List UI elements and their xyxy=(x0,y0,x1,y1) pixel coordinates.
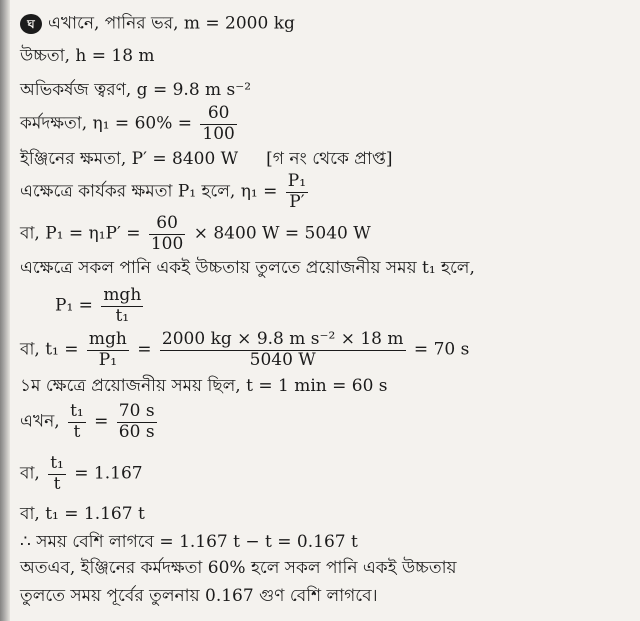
line-p1-calc: বা, P₁ = η₁P′ = $\frac{60}{100}$ × 8400 W = 5040 W xyxy=(20,213,371,254)
line-engine-power: ইঞ্জিনের ক্ষমতা, P′ = 8400 W [গ নং থেকে প্রাপ্ত] xyxy=(20,149,393,169)
line-conclusion-1: অতএব, ইঞ্জিনের কর্মদক্ষতা 60% হলে সকল পানি একই উচ্চতায় xyxy=(20,558,457,578)
line-t1-value: বা, t₁ = 1.167 t xyxy=(20,504,145,524)
fraction: $\frac{\text{t₁}}{t}$ xyxy=(50,453,64,494)
fraction: $\frac{60}{100}$ xyxy=(202,103,235,144)
line-height: উচ্চতা, h = 18 m xyxy=(20,46,155,66)
fraction: $\frac{70 s}{60 s}$ xyxy=(118,401,155,442)
line-ratio: এখন, $\frac{\text{t₁}}{t}$ = $\frac{70 s}{60 s}$ xyxy=(20,401,155,442)
line-t1-calc: বা, t₁ = $\frac{\text{mgh}}{\text{P₁}}$ = $\frac{\text{2000 kg × 9.8 m s⁻² × 18 m}}{5040 W}$ = 70 s xyxy=(20,329,470,370)
line-extra-time: ∴ সময় বেশি লাগবে = 1.167 t − t = 0.167 t xyxy=(20,532,358,552)
fraction: $\frac{\text{mgh}}{\text{P₁}}$ xyxy=(88,329,127,370)
line-first-time: ১ম ক্ষেত্রে প্রয়োজনীয় সময় ছিল, t = 1 min = 60 s xyxy=(20,376,388,396)
line-conclusion-2: তুলতে সময় পূর্বের তুলনায় 0.167 গুণ বেশি লাগবে। xyxy=(20,586,378,606)
fraction: $\frac{60}{100}$ xyxy=(150,213,184,254)
line-mass: ঘ এখানে, পানির ভর, m = 2000 kg xyxy=(20,14,295,34)
line-ratio-value: বা, $\frac{\text{t₁}}{t}$ = 1.167 xyxy=(20,453,143,494)
page-binding-edge xyxy=(0,0,10,621)
fraction: $\frac{\text{t₁}}{t}$ xyxy=(70,401,84,442)
line-p1-formula: P₁ = $\frac{\text{mgh}}{\text{t₁}}$ xyxy=(55,285,142,326)
line-gravity: অভিকর্ষজ ত্বরণ, g = 9.8 m s⁻² xyxy=(20,80,252,100)
fraction: $\frac{\text{2000 kg × 9.8 m s⁻² × 18 m}}{5040 W}$ xyxy=(161,329,404,370)
question-badge: ঘ xyxy=(20,14,42,34)
fraction: $\frac{\text{mgh}}{\text{t₁}}$ xyxy=(103,285,142,326)
line-time-intro: এক্ষেত্রে সকল পানি একই উচ্চতায় তুলতে প্রয়োজনীয় সময় t₁ হলে, xyxy=(20,258,475,278)
line-effective-power: এক্ষেত্রে কার্যকর ক্ষমতা P₁ হলে, η₁ = $\frac{\text{P₁}}{P'}$ xyxy=(20,171,307,212)
source-note: [গ নং থেকে প্রাপ্ত] xyxy=(266,149,393,169)
fraction: $\frac{\text{P₁}}{P'}$ xyxy=(287,171,307,212)
line-efficiency: কর্মদক্ষতা, η₁ = 60% = $\frac{60}{100}$ xyxy=(20,103,235,144)
